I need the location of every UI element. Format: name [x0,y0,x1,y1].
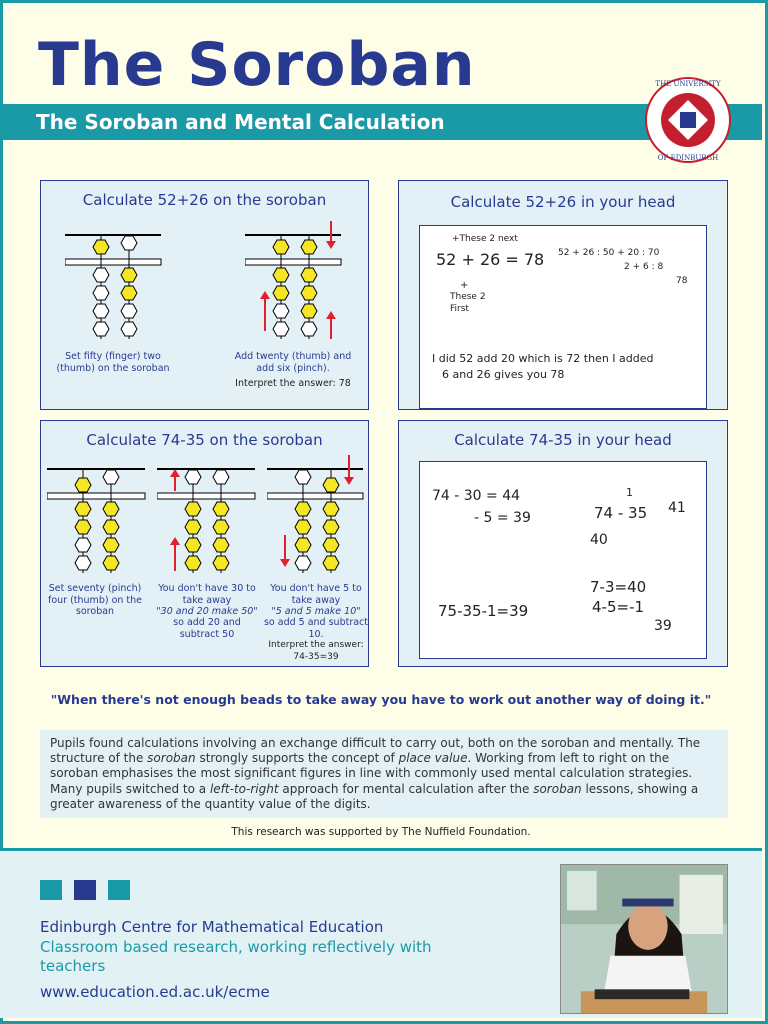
paragraph-text: . Working from left to right on the soroban emphasises the most significant figures in line with commonly used mental calculation strategies. Many pupils switched to a [50,751,693,796]
handwriting: I did 52 add 20 which is 72 then I added [432,352,654,365]
page-title: The Soroban [38,30,476,100]
caption-exchange-50: so add 20 and subtract 50 [173,617,241,640]
paragraph-text: approach for mental calculation after the [278,781,534,796]
panel-sub-soroban [40,420,369,667]
paragraph-text: strongly supports the concept of [195,751,399,766]
paragraph-text: lessons, showing a greater awareness of the quantity value of the digits. [50,781,699,811]
handwriting: 40 [590,532,608,548]
panel-sub-head [398,420,728,667]
panel-title: Calculate 52+26 on the soroban [82,191,327,209]
decorative-square [40,880,62,900]
paragraph-text: Pupils found calculations involving an exchange difficult to carry out, both on the soroban and mentally. The structure of the [50,736,701,766]
decorative-square [108,880,130,900]
soroban-78-diagram [245,221,345,341]
caption-quote-10: "5 and 5 make 10" [271,606,361,617]
caption-quote-50: "30 and 20 make 50" [156,606,258,617]
handwriting: 78 [676,276,688,286]
soroban-exchange-10-diagram [267,451,367,579]
handwriting: - 5 = 39 [474,510,531,526]
soroban-52-diagram [65,229,163,341]
panel-add-head [398,180,728,410]
caption-exchange-10: so add 5 and subtract 10. [263,617,369,640]
handwriting: 6 and 26 gives you 78 [442,368,565,381]
panel-title: Calculate 52+26 in your head [450,193,676,211]
caption-set-52: Set fifty (finger) two (thumb) on the soroban [56,351,170,374]
paragraph-emphasis: place value [398,751,468,766]
pupil-quote: "When there's not enough beads to take away you have to work out another way of doing it." [50,692,712,707]
soroban-exchange-50-diagram [157,463,257,579]
handwriting: 39 [654,618,672,634]
handwriting: 74 - 35 [594,504,648,522]
handwriting: 1 [626,486,633,499]
svg-text:THE UNIVERSITY: THE UNIVERSITY [655,80,721,88]
panel-add-soroban [40,180,369,410]
handwriting: +These 2 next [452,234,518,244]
paragraph-emphasis: soroban [533,781,582,796]
handwriting: First [450,304,469,314]
caption-step-30: You don't have 30 to take away [158,583,256,606]
caption-answer-39: Interpret the answer: 74-35=39 [268,640,364,662]
handwriting: 4-5=-1 [592,598,645,616]
organisation-name: Edinburgh Centre for Mathematical Education [40,918,384,936]
handwriting: 75-35-1=39 [438,602,529,620]
page-subtitle: The Soroban and Mental Calculation [36,110,445,134]
paragraph-emphasis: left-to-right [209,781,279,796]
handwriting: These 2 [450,292,486,302]
panel-title: Calculate 74-35 in your head [454,431,672,449]
handwriting: 74 - 30 = 44 [432,488,521,504]
handwriting: + [460,280,469,291]
soroban-74-diagram [47,463,147,579]
organisation-tagline: Classroom based research, working reflectively with teachers [40,938,432,975]
website-link[interactable]: www.education.ed.ac.uk/ecme [40,983,270,1001]
paragraph-emphasis: soroban [147,751,196,766]
handwriting: 52 + 26 : 50 + 20 : 70 [558,248,660,258]
handwriting: 52 + 26 = 78 [436,250,545,269]
university-crest-logo [636,76,740,164]
caption-add-26: Add twenty (thumb) and add six (pinch). [234,351,352,374]
handwriting: 2 + 6 : 8 [624,262,664,272]
pupil-soroban-photo [560,864,728,1014]
working-whiteboard [419,461,707,659]
funding-note: This research was supported by The Nuffield Foundation. [231,826,531,838]
panel-title: Calculate 74-35 on the soroban [86,431,323,449]
working-whiteboard [419,225,707,409]
summary-paragraph [40,730,728,818]
handwriting: 41 [668,500,686,516]
caption-answer-78: Interpret the answer: 78 [235,378,351,389]
caption-set-74: Set seventy (pinch) four (thumb) on the soroban [47,583,143,617]
caption-step-5: You don't have 5 to take away [270,583,362,606]
handwriting: 7-3=40 [590,578,647,596]
svg-text:OF EDINBURGH: OF EDINBURGH [657,154,719,162]
decorative-square [74,880,96,900]
